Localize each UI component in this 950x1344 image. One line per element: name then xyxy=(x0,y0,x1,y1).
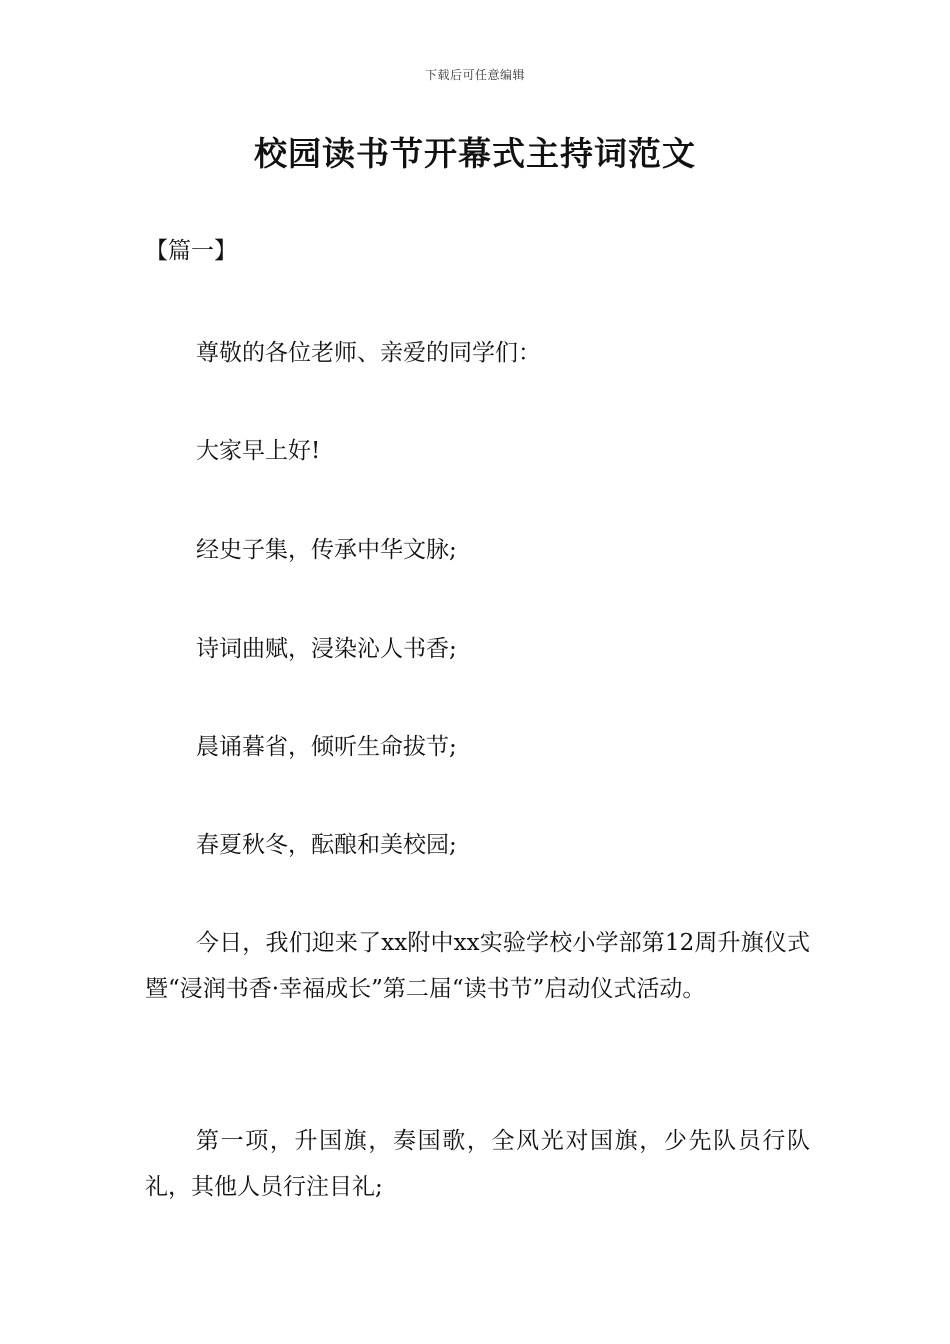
header-note: 下载后可任意编辑 xyxy=(424,68,525,82)
paragraph-morning: 大家早上好! xyxy=(196,438,321,464)
paragraph-flag-raising: 第一项，升国旗，奏国歌，全风光对国旗，少先队员行队礼，其他人员行注目礼; xyxy=(145,1128,810,1200)
paragraph-verse-3: 晨诵暮省，倾听生命拔节; xyxy=(196,734,457,760)
document-title: 校园读书节开幕式主持词范文 xyxy=(254,134,696,173)
paragraph-greeting: 尊敬的各位老师、亲爱的同学们： xyxy=(196,340,541,366)
paragraph-opening: 今日，我们迎来了xx附中xx实验学校小学部第12周升旗仪式暨“浸润书香·幸福成长”第二届“读书节”启动仪式活动。 xyxy=(145,930,810,1002)
paragraph-verse-4: 春夏秋冬，酝酿和美校园; xyxy=(196,832,457,858)
paragraph-verse-1: 经史子集，传承中华文脉; xyxy=(196,537,457,563)
paragraph-verse-2: 诗词曲赋，浸染沁人书香; xyxy=(196,636,457,662)
section-label: 【篇一】 xyxy=(145,238,237,264)
